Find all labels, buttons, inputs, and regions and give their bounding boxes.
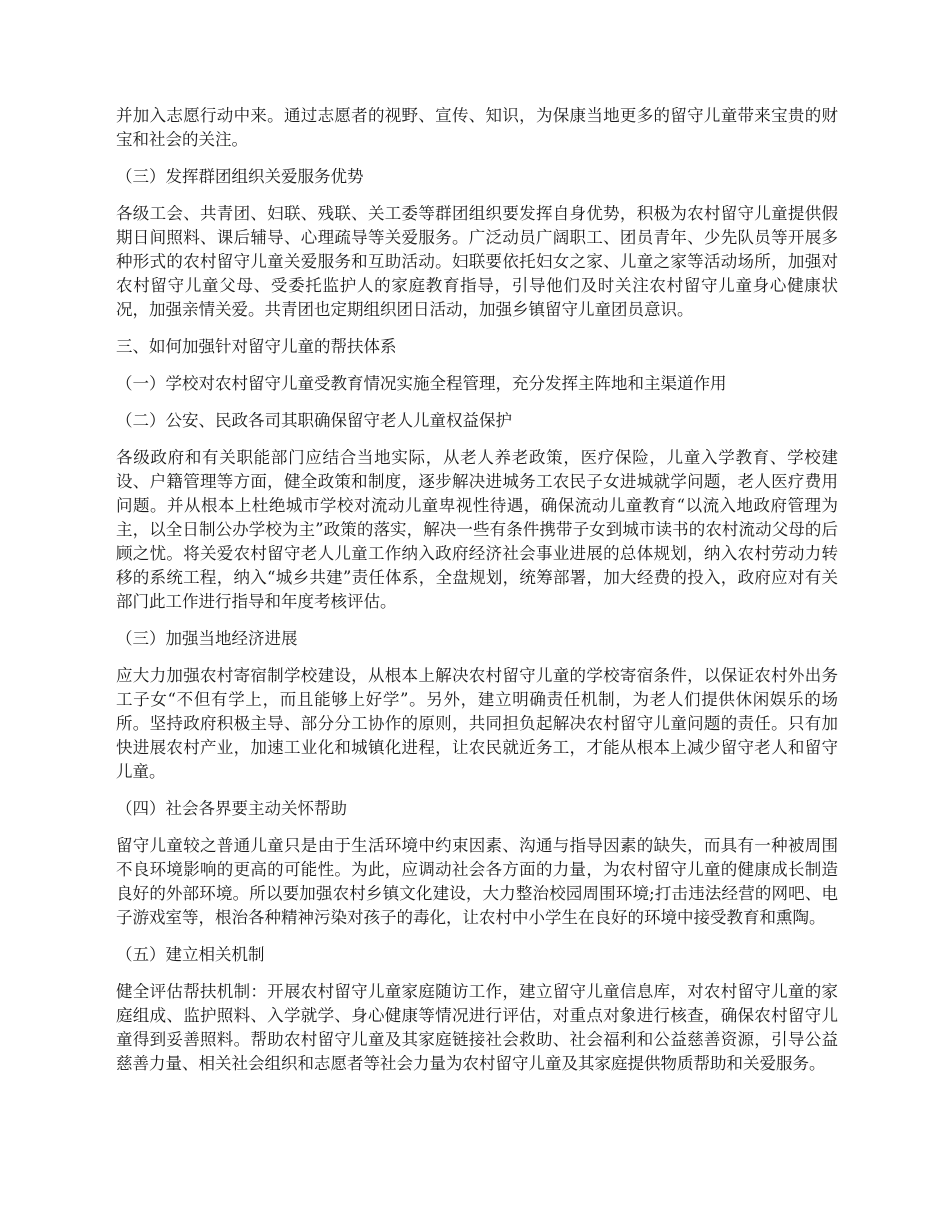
heading-local-economy: （三）加强当地经济进展: [116, 629, 298, 648]
heading-social-care: （四）社会各界要主动关怀帮助: [116, 799, 347, 818]
heading-mechanisms: （五）建立相关机制: [116, 945, 265, 964]
paragraph-mechanisms: 健全评估帮扶机制：开展农村留守儿童家庭随访工作，建立留守儿童信息库，对农村留守儿童的家庭组成、监护照料、入学就学、身心健康等情况进行评估，对重点对象进行核查，确保农村留守儿童得到妥善照料。帮助农村留守儿童及其家庭链接社会救助、社会福利和公益慈善资源，引导公益慈善力量、相关社会组织和志愿者等社会力量为农村留守儿童及其家庭提供物质帮助和关爱服务。: [116, 982, 838, 1073]
heading-police-civil-affairs: （二）公安、民政各司其职确保留守老人儿童权益保护: [116, 411, 512, 430]
paragraph-local-economy: 应大力加强农村寄宿制学校建设，从根本上解决农村留守儿童的学校寄宿条件，以保证农村外出务工子女“不但有学上，而且能够上好学”。另外，建立明确责任机制，为老人们提供休闲娱乐的场所。坚持政府积极主导、部分分工协作的原则，共同担负起解决农村留守儿童问题的责任。只有加快进展农村产业，加速工业化和城镇化进程，让农民就近务工，才能从根本上减少留守老人和留守儿童。: [116, 666, 838, 781]
heading-school-management: （一）学校对农村留守儿童受教育情况实施全程管理，充分发挥主阵地和主渠道作用: [116, 374, 727, 393]
paragraph-volunteers: 并加入志愿行动中来。通过志愿者的视野、宣传、知识，为保康当地更多的留守儿童带来宝贵的财宝和社会的关注。: [116, 106, 838, 149]
paragraph-social-care: 留守儿童较之普通儿童只是由于生活环境中约束因素、沟通与指导因素的缺失，而具有一种被周围不良环境影响的更高的可能性。为此，应调动社会各方面的力量，为农村留守儿童的健康成长制造良好的外部环境。所以要加强农村乡镇文化建设，大力整治校园周围环境;打击违法经营的网吧、电子游戏室等，根治各种精神污染对孩子的毒化，让农村中小学生在良好的环境中接受教育和熏陶。: [116, 836, 838, 927]
paragraph-mass-organizations: 各级工会、共青团、妇联、残联、关工委等群团组织要发挥自身优势，积极为农村留守儿童提供假期日间照料、课后辅导、心理疏导等关爱服务。广泛动员广阔职工、团员青年、少先队员等开展多种形式的农村留守儿童关爱服务和互助活动。妇联要依托妇女之家、儿童之家等活动场所，加强对农村留守儿童父母、受委托监护人的家庭教育指导，引导他们及时关注农村留守儿童身心健康状况，加强亲情关爱。共青团也定期组织团日活动，加强乡镇留守儿童团员意识。: [116, 204, 838, 319]
section-heading-support-system: 三、如何加强针对留守儿童的帮扶体系: [116, 337, 397, 356]
heading-mass-organizations: （三）发挥群团组织关爱服务优势: [116, 167, 364, 186]
paragraph-government-policy: 各级政府和有关职能部门应结合当地实际，从老人养老政策，医疗保险，儿童入学教育、学校建设、户籍管理等方面，健全政策和制度，逐步解决进城务工农民子女进城就学问题，老人医疗费用问题。并从根本上杜绝城市学校对流动儿童卑视性待遇，确保流动儿童教育“以流入地政府管理为主，以全日制公办学校为主”政策的落实，解决一些有条件携带子女到城市读书的农村流动父母的后顾之忧。将关爱农村留守老人儿童工作纳入政府经济社会事业进展的总体规划，纳入农村劳动力转移的系统工程，纳入“城乡共建”责任体系，全盘规划，统筹部署，加大经费的投入，政府应对有关部门此工作进行指导和年度考核评估。: [116, 448, 838, 611]
document-page: [116, 104, 838, 1089]
